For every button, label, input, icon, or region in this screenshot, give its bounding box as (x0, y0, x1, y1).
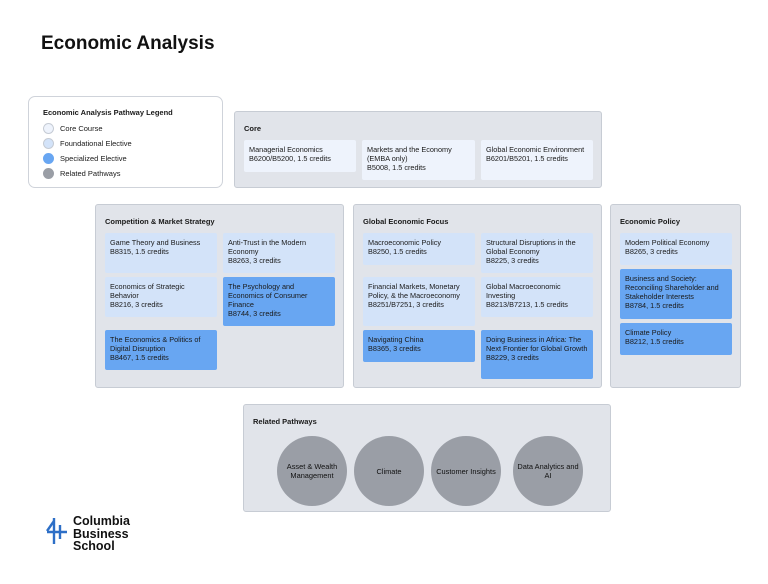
course-code: B8251/B7251, 3 credits (368, 300, 444, 309)
related-pathway-circle[interactable]: Asset & Wealth Management (277, 436, 347, 506)
course-card[interactable] (244, 140, 356, 172)
legend-item-foundational (43, 136, 222, 151)
course-code: B8784, 1.5 credits (625, 301, 684, 310)
page-title: Economic Analysis (41, 33, 215, 54)
legend-dot-foundational (43, 138, 54, 149)
course-card[interactable] (223, 233, 335, 273)
related-pathway-circle[interactable]: Climate (354, 436, 424, 506)
course-name: The Psychology and Economics of Consumer Finance (228, 282, 308, 309)
course-name: Business and Society: Reconciling Shareholder and Stakeholder Interests (625, 274, 719, 301)
course-card[interactable] (105, 330, 217, 370)
related-pathway-circle[interactable]: Data Analytics and AI (513, 436, 583, 506)
course-card[interactable] (620, 233, 732, 265)
panel-title: Economic Policy (620, 217, 681, 226)
logo-line: Business (73, 526, 129, 541)
course-name: Navigating China (368, 335, 424, 344)
panel-title: Core (244, 124, 262, 133)
course-card[interactable] (620, 323, 732, 355)
related-pathway-circle[interactable]: Customer Insights (431, 436, 501, 506)
course-name: Managerial Economics (249, 145, 323, 154)
crown-logo-icon (46, 517, 68, 545)
course-name: Macroeconomic Policy (368, 238, 441, 247)
legend-label: Specialized Elective (60, 154, 127, 163)
course-name: Global Economic Environment (486, 145, 585, 154)
legend (28, 96, 223, 188)
course-card[interactable] (105, 233, 217, 273)
course-name: The Economics & Politics of Digital Disruption (110, 335, 201, 353)
course-code: B8467, 1.5 credits (110, 353, 169, 362)
course-name: Doing Business in Africa: The Next Frontier for Global Growth (486, 335, 588, 353)
course-card[interactable] (481, 140, 593, 180)
legend-label: Foundational Elective (60, 139, 132, 148)
related-pathways-panel (243, 404, 611, 512)
course-name: Anti-Trust in the Modern Economy (228, 238, 306, 256)
legend-item-core (43, 121, 222, 136)
course-name: Game Theory and Business (110, 238, 201, 247)
legend-dot-core (43, 123, 54, 134)
panel-title: Global Economic Focus (363, 217, 449, 226)
course-card[interactable] (105, 277, 217, 317)
course-code: B8216, 3 credits (110, 300, 163, 309)
core-panel (234, 111, 602, 188)
course-card[interactable] (481, 277, 593, 317)
course-code: B8250, 1.5 credits (368, 247, 427, 256)
competition-panel (95, 204, 344, 388)
legend-title: Economic Analysis Pathway Legend (43, 108, 173, 117)
course-name: Global Macroeconomic Investing (486, 282, 561, 300)
course-code: B6201/B5201, 1.5 credits (486, 154, 568, 163)
course-code: B5008, 1.5 credits (367, 163, 426, 172)
course-code: B8229, 3 credits (486, 353, 539, 362)
course-card[interactable] (363, 330, 475, 362)
course-code: B8225, 3 credits (486, 256, 539, 265)
course-name: Markets and the Economy (EMBA only) (367, 145, 452, 163)
course-name: Economics of Strategic Behavior (110, 282, 185, 300)
course-card[interactable] (363, 233, 475, 265)
course-card[interactable] (223, 277, 335, 326)
course-card[interactable] (362, 140, 475, 180)
logo-line: School (73, 539, 115, 553)
panel-title: Competition & Market Strategy (105, 217, 215, 226)
panel-title: Related Pathways (253, 417, 317, 426)
legend-dot-related (43, 168, 54, 179)
course-name: Climate Policy (625, 328, 672, 337)
legend-dot-specialized (43, 153, 54, 164)
policy-panel (610, 204, 741, 388)
course-card[interactable] (363, 277, 475, 326)
course-code: B8315, 1.5 credits (110, 247, 169, 256)
legend-label: Related Pathways (60, 169, 121, 178)
course-name: Financial Markets, Monetary Policy, & the Macroeconomy (368, 282, 460, 300)
course-name: Structural Disruptions in the Global Economy (486, 238, 576, 256)
course-name: Modern Political Economy (625, 238, 710, 247)
legend-item-related (43, 166, 222, 181)
course-code: B8365, 3 credits (368, 344, 421, 353)
columbia-business-school-logo (46, 515, 130, 553)
course-card[interactable] (481, 330, 593, 379)
course-card[interactable] (481, 233, 593, 273)
logo-text (73, 515, 130, 553)
course-code: B8265, 3 credits (625, 247, 678, 256)
course-code: B8212, 1.5 credits (625, 337, 684, 346)
global-panel (353, 204, 602, 388)
course-card[interactable] (620, 269, 732, 319)
legend-item-specialized (43, 151, 222, 166)
course-code: B8744, 3 credits (228, 309, 281, 318)
course-code: B8263, 3 credits (228, 256, 281, 265)
legend-label: Core Course (60, 124, 103, 133)
logo-line: Columbia (73, 514, 130, 528)
course-code: B6200/B5200, 1.5 credits (249, 154, 331, 163)
course-code: B8213/B7213, 1.5 credits (486, 300, 568, 309)
